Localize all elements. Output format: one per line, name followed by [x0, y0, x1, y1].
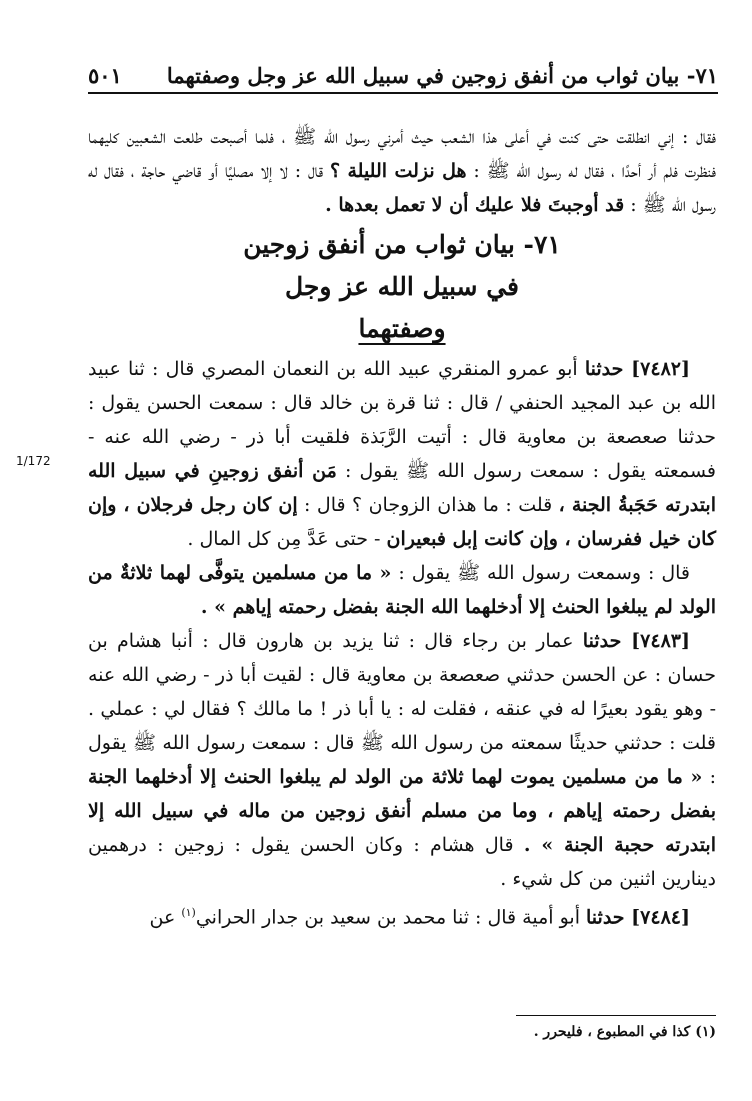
chapter-heading-line-1: ٧١- بيان ثواب من أنفق زوجين — [243, 230, 561, 259]
hadith-number: [٧٤٨٣] — [631, 630, 690, 652]
text-span: عن — [149, 906, 182, 929]
margin-folio-note: 1/172 — [16, 454, 51, 468]
text-span: أبو عمرو المنقري عبيد الله بن النعمان المصري قال : ثنا عبيد الله بن عبد المجيد الحنفي / قال : ثنا قرة بن خالد قال : سمعت الحسن يقول : حدثنا صعصعة بن معاوية قال : أتيت الرَّبَذة فلقيت أبا ذر - رضي الله عنه - فسمعته يقول : سمعت رسول الله ﷺ يقول : — [88, 358, 716, 482]
text-span: - حتى عَدَّ مِن كل المال . — [187, 528, 387, 550]
text-span: فقال : إني انطلقت حتى كنت في أعلى هذا الشعب حيث أمرني رسول الله ﷺ ، فلما أصبحت طلعت الشعبين كليهما فنظرت فلم أر أحدًا ، فقال له رسول الله ﷺ : — [88, 126, 716, 182]
paragraph-opening — [88, 120, 716, 222]
page-body — [88, 120, 716, 934]
header-title: ٧١- بيان ثواب من أنفق زوجين في سبيل الله عز وجل وصفتهما — [166, 62, 718, 88]
text-span: أبو أمية قال : ثنا محمد بن سعيد بن جدار الحراني — [195, 906, 587, 929]
bold-span: إن كان رجل فرجلان ، وإن كان خيل ففرسان ، وإن كانت إبل فبعيران — [88, 494, 716, 550]
hadith-7484 — [88, 896, 716, 934]
bold-span: مَن أنفق زوجينِ في سبيل الله ابتدرته حَجَبةُ الجنة ، — [88, 460, 716, 516]
paragraph-qal — [88, 556, 716, 624]
footnote-marker: (١) — [181, 906, 196, 919]
text-span: قال هشام : وكان الحسن يقول : زوجين : درهمين دينارين اثنين من كل شيء . — [88, 834, 716, 890]
bold-span: قد أوجبتَ فلا عليك أن لا تعمل بعدها . — [325, 194, 625, 216]
footnote-divider — [516, 1015, 716, 1016]
bold-span: هل نزلت الليلة ؟ — [329, 160, 467, 182]
chapter-heading-line-3: وصفتهما — [358, 314, 446, 343]
hadith-7482 — [88, 352, 716, 556]
page-number: ٥٠١ — [88, 62, 122, 88]
running-header — [88, 58, 718, 94]
chapter-heading-line-2: في سبيل الله عز وجل — [285, 272, 519, 301]
hadith-7483 — [88, 624, 716, 896]
bold-span: « ما من مسلمين يموت لهما ثلاثة من الولد لم يبلغوا الحنث إلا أدخلهما الجنة بفضل رحمته إياهم ، وما من مسلم أنفق زوجين من ماله في سبيل الله إلا ابتدرته حجبة الجنة » . — [88, 766, 716, 856]
hadith-number: [٧٤٨٤] — [631, 906, 690, 929]
hadith-lead: حدثنا — [584, 358, 632, 380]
text-span: قال : وسمعت رسول الله ﷺ يقول : — [391, 562, 690, 584]
hadith-lead: حدثنا — [582, 630, 632, 652]
text-span: قلت : ما هذان الزوجان ؟ قال : — [297, 494, 559, 516]
footnote: (١) كذا في المطبوع ، فليحرر . — [533, 1024, 716, 1040]
bold-span: « ما من مسلمين يتوفَّى لهما ثلاثةٌ من الولد لم يبلغوا الحنث إلا أدخلهما الله الجنة بفضل رحمته إياهم » . — [88, 562, 716, 618]
text-span: عمار بن رجاء قال : ثنا يزيد بن هارون قال : أنبا هشام بن حسان : عن الحسن حدثني صعصعة بن معاوية قال : لقيت أبا ذر - رضي الله عنه - وهو يقود بعيرًا له في عنقه ، فقلت له : يا أبا ذر ! ما مالك ؟ فقال لي : عملي . قلت : حدثني حديثًا سمعته من رسول الله ﷺ قال : سمعت رسول الله ﷺ يقول : — [88, 630, 716, 788]
text-span: قال : لا إلا مصليًا أو قاضي حاجة ، فقال له رسول الله ﷺ : — [88, 160, 716, 216]
hadith-number: [٧٤٨٢] — [631, 358, 690, 380]
hadith-lead: حدثنا — [586, 906, 632, 929]
